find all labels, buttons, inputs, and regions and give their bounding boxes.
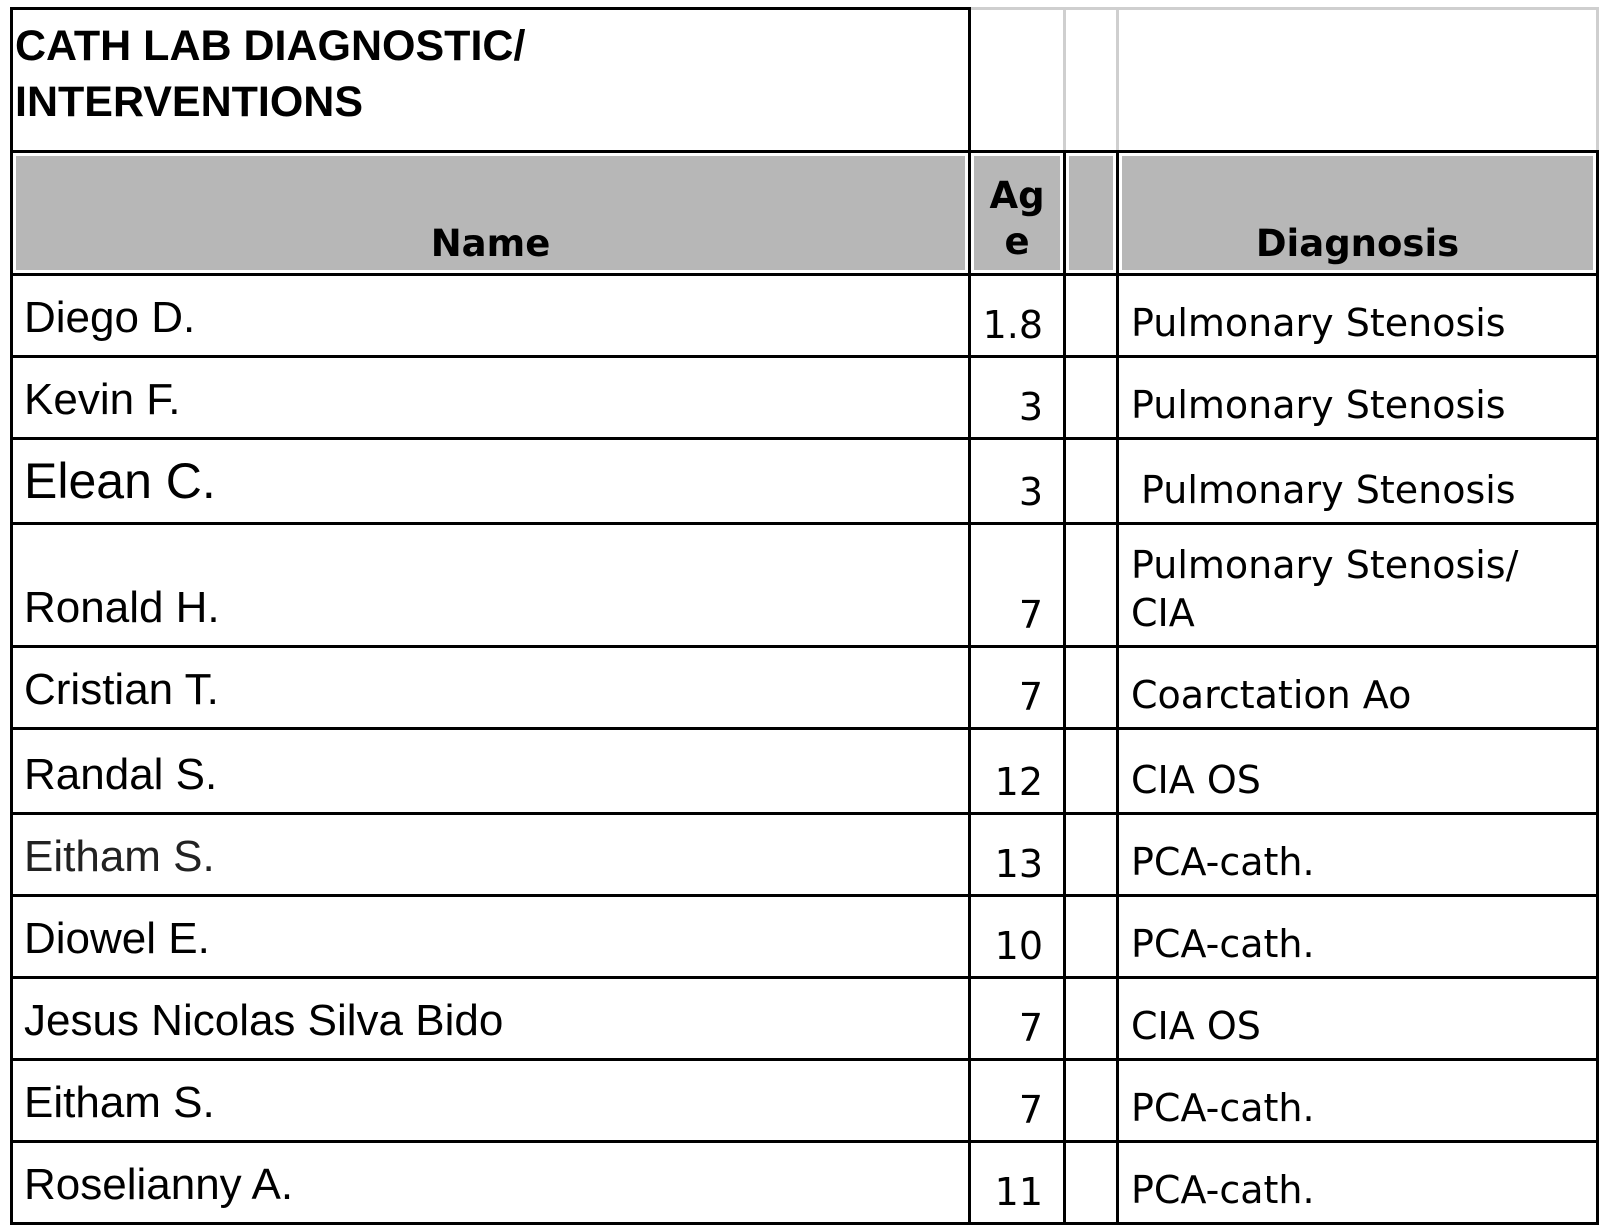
column-header-name[interactable]: Name bbox=[12, 152, 970, 275]
cell-age[interactable]: 13 bbox=[970, 814, 1065, 896]
table-title-cell[interactable] bbox=[12, 9, 970, 152]
cell-diagnosis[interactable]: CIA OS bbox=[1118, 729, 1598, 814]
cell-name[interactable]: Diego D. bbox=[12, 275, 970, 357]
table-row bbox=[12, 814, 1598, 896]
cell-name[interactable]: Eitham S. bbox=[12, 814, 970, 896]
cell-age[interactable]: 7 bbox=[970, 1060, 1065, 1142]
cell-name[interactable]: Eitham S. bbox=[12, 1060, 970, 1142]
cell-diagnosis[interactable]: Pulmonary Stenosis bbox=[1118, 439, 1598, 524]
cell-age[interactable]: 10 bbox=[970, 896, 1065, 978]
cell-blank[interactable] bbox=[1065, 275, 1118, 357]
cell-blank[interactable] bbox=[1065, 357, 1118, 439]
cell-age[interactable]: 1.8 bbox=[970, 275, 1065, 357]
empty-cell[interactable] bbox=[970, 9, 1065, 152]
cell-diagnosis-line-2: CIA bbox=[1131, 591, 1195, 635]
empty-cell[interactable] bbox=[1118, 9, 1598, 152]
cell-age[interactable]: 7 bbox=[970, 524, 1065, 647]
cell-blank[interactable] bbox=[1065, 814, 1118, 896]
cell-diagnosis[interactable]: PCA-cath. bbox=[1118, 814, 1598, 896]
header-row bbox=[12, 152, 1598, 275]
cath-lab-table bbox=[10, 7, 1599, 1225]
cell-age[interactable]: 12 bbox=[970, 729, 1065, 814]
column-header-age-line-1: Ag bbox=[989, 174, 1045, 217]
table-title-line-2: INTERVENTIONS bbox=[15, 78, 364, 126]
cell-name[interactable]: Kevin F. bbox=[12, 357, 970, 439]
column-header-age-line-2: e bbox=[1004, 220, 1030, 263]
cell-age[interactable]: 7 bbox=[970, 647, 1065, 729]
cell-diagnosis[interactable]: CIA OS bbox=[1118, 978, 1598, 1060]
cell-blank[interactable] bbox=[1065, 978, 1118, 1060]
table-row bbox=[12, 275, 1598, 357]
table-row bbox=[12, 729, 1598, 814]
cell-diagnosis[interactable]: Coarctation Ao bbox=[1118, 647, 1598, 729]
column-header-age[interactable] bbox=[970, 152, 1065, 275]
table-row bbox=[12, 524, 1598, 647]
cell-name[interactable]: Jesus Nicolas Silva Bido bbox=[12, 978, 970, 1060]
cell-diagnosis[interactable]: Pulmonary Stenosis bbox=[1118, 275, 1598, 357]
cell-age[interactable]: 7 bbox=[970, 978, 1065, 1060]
table-row bbox=[12, 1060, 1598, 1142]
cell-age[interactable]: 3 bbox=[970, 357, 1065, 439]
column-header-blank[interactable] bbox=[1065, 152, 1118, 275]
cell-name[interactable]: Ronald H. bbox=[12, 524, 970, 647]
table-title-line-1: CATH LAB DIAGNOSTIC/ bbox=[15, 22, 526, 70]
cell-blank[interactable] bbox=[1065, 647, 1118, 729]
cell-name[interactable]: Elean C. bbox=[12, 439, 970, 524]
cell-diagnosis[interactable]: PCA-cath. bbox=[1118, 1142, 1598, 1224]
cell-blank[interactable] bbox=[1065, 729, 1118, 814]
table-row bbox=[12, 439, 1598, 524]
column-header-diagnosis[interactable]: Diagnosis bbox=[1118, 152, 1598, 275]
cell-name[interactable]: Randal S. bbox=[12, 729, 970, 814]
title-row bbox=[12, 9, 1598, 152]
cell-blank[interactable] bbox=[1065, 439, 1118, 524]
cell-age[interactable]: 11 bbox=[970, 1142, 1065, 1224]
table-row bbox=[12, 978, 1598, 1060]
cell-name[interactable]: Roselianny A. bbox=[12, 1142, 970, 1224]
table-row bbox=[12, 357, 1598, 439]
cell-diagnosis[interactable]: PCA-cath. bbox=[1118, 896, 1598, 978]
table-row bbox=[12, 647, 1598, 729]
cell-blank[interactable] bbox=[1065, 1060, 1118, 1142]
table-row bbox=[12, 1142, 1598, 1224]
cell-blank[interactable] bbox=[1065, 524, 1118, 647]
cell-diagnosis[interactable] bbox=[1118, 524, 1598, 647]
cell-name[interactable]: Diowel E. bbox=[12, 896, 970, 978]
cell-blank[interactable] bbox=[1065, 1142, 1118, 1224]
cell-blank[interactable] bbox=[1065, 896, 1118, 978]
cell-diagnosis[interactable]: Pulmonary Stenosis bbox=[1118, 357, 1598, 439]
cell-age[interactable]: 3 bbox=[970, 439, 1065, 524]
cell-name[interactable]: Cristian T. bbox=[12, 647, 970, 729]
table-row bbox=[12, 896, 1598, 978]
empty-cell[interactable] bbox=[1065, 9, 1118, 152]
cell-diagnosis[interactable]: PCA-cath. bbox=[1118, 1060, 1598, 1142]
cell-diagnosis-line-1: Pulmonary Stenosis/ bbox=[1131, 543, 1519, 587]
